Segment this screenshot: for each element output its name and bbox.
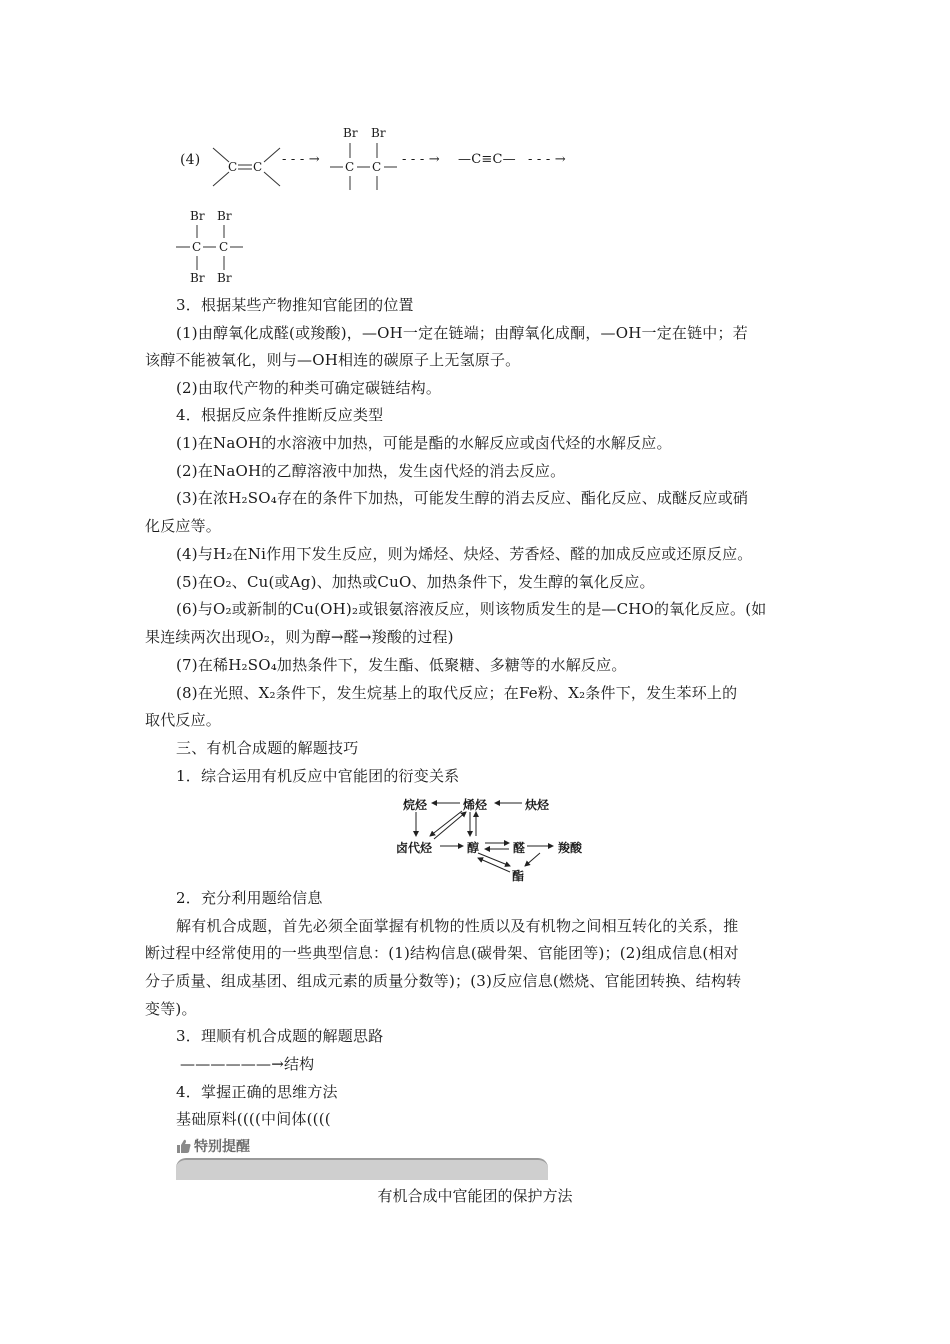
bromine-3: Br — [190, 209, 205, 223]
bromine-4: Br — [217, 209, 232, 223]
text-line: 化反应等。 — [145, 517, 222, 535]
node-alkene: 烯烃 — [463, 798, 488, 812]
text-line: (5)在O₂、Cu(或Ag)、加热或CuO、加热条件下，发生醇的氧化反应。 — [176, 573, 655, 591]
text-line: 解有机合成题，首先必须全面掌握有机物的性质以及有机物之间相互转化的关系，推 — [176, 917, 739, 935]
reaction-arrow-3: - - - → — [528, 152, 566, 167]
text-line: (4)与H₂在Ni作用下发生反应，则为烯烃、炔烃、芳香烃、醛的加成反应或还原反应。 — [176, 545, 753, 563]
carbon-4: C — [372, 160, 382, 174]
text-line: 基础原料((((中间体(((( — [176, 1110, 331, 1128]
text-line: 2．充分利用题给信息 — [176, 889, 323, 907]
tip-bar — [176, 1158, 548, 1180]
section-heading: 三、有机合成题的解题技巧 — [176, 739, 359, 757]
tip-title: 有机合成中官能团的保护方法 — [377, 1187, 573, 1205]
text-line: 分子质量、组成基团、组成元素的质量分数等)；(3)反应信息(燃烧、官能团转换、结构转 — [145, 972, 742, 990]
text-line: (8)在光照、X₂条件下，发生烷基上的取代反应；在Fe粉、X₂条件下，发生苯环上的 — [176, 684, 738, 702]
text-line: (3)在浓H₂SO₄存在的条件下加热，可能发生醇的消去反应、酯化反应、成醚反应或硝 — [176, 489, 749, 507]
text-line: ——————→结构 — [180, 1055, 315, 1073]
text-line: 该醇不能被氧化，则与—OH相连的碳原子上无氢原子。 — [145, 351, 521, 369]
text-line: (1)在NaOH的水溶液中加热，可能是酯的水解反应或卤代烃的水解反应。 — [176, 434, 672, 452]
text-line: 4．掌握正确的思维方法 — [176, 1083, 338, 1101]
text-line: (6)与O₂或新制的Cu(OH)₂或银氨溶液反应，则该物质发生的是—CHO的氧化反应。(如 — [176, 600, 767, 618]
bromine-5: Br — [190, 271, 205, 285]
text-line: 取代反应。 — [145, 711, 222, 729]
node-halide: 卤代烃 — [396, 841, 433, 855]
carbon-2: C — [253, 160, 263, 174]
text-line: (7)在稀H₂SO₄加热条件下，发生酯、低聚糖、多糖等的水解反应。 — [176, 656, 627, 674]
carbon-3: C — [345, 160, 355, 174]
text-line: 1．综合运用有机反应中官能团的衍变关系 — [176, 767, 460, 785]
text-line: (1)由醇氧化成醛(或羧酸)，—OH一定在链端；由醇氧化成酮，—OH一定在链中；若 — [176, 324, 748, 342]
text-line: 断过程中经常使用的一些典型信息：(1)结构信息(碳骨架、官能团等)；(2)组成信息(相对 — [145, 944, 739, 962]
node-alkane: 烷烃 — [403, 798, 428, 812]
text-line: (2)由取代产物的种类可确定碳链结构。 — [176, 379, 442, 397]
carbon-5: C — [192, 240, 202, 254]
bromine-2: Br — [371, 126, 386, 140]
node-aldehyde: 醛 — [513, 841, 526, 855]
reaction-arrow-2: - - - → — [402, 152, 440, 167]
carbon-6: C — [219, 240, 229, 254]
node-alcohol: 醇 — [467, 841, 480, 855]
thumbs-up-icon — [176, 1138, 192, 1154]
text-line: 果连续两次出现O₂，则为醇→醛→羧酸的过程) — [145, 628, 454, 646]
reaction-label: (4) — [180, 152, 201, 168]
node-alkyne: 炔烃 — [525, 798, 550, 812]
reaction-arrow-1: - - - → — [282, 152, 320, 167]
tip-label: 特别提醒 — [194, 1139, 250, 1155]
bromine-1: Br — [343, 126, 358, 140]
text-line: 3．根据某些产物推知官能团的位置 — [176, 296, 414, 314]
bromine-6: Br — [217, 271, 232, 285]
text-line: 3．理顺有机合成题的解题思路 — [176, 1027, 384, 1045]
node-acid: 羧酸 — [558, 841, 583, 855]
text-line: (2)在NaOH的乙醇溶液中加热，发生卤代烃的消去反应。 — [176, 462, 566, 480]
node-ester: 酯 — [512, 869, 525, 883]
alkyne-formula: —C≡C— — [458, 152, 516, 167]
text-line: 变等)。 — [145, 1000, 197, 1018]
carbon-1: C — [228, 160, 238, 174]
text-line: 4．根据反应条件推断反应类型 — [176, 406, 384, 424]
